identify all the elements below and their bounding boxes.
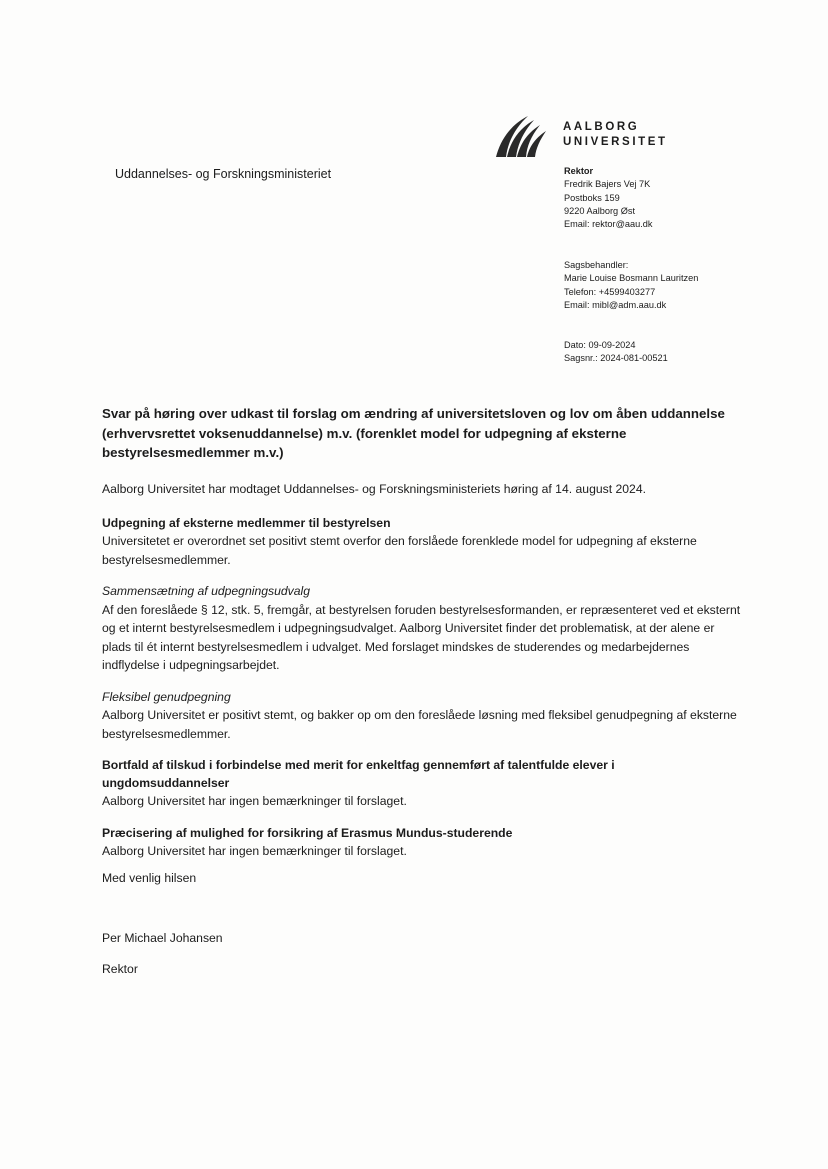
recipient: Uddannelses- og Forskningsministeriet [115, 167, 332, 181]
section-body: Aalborg Universitet er positivt stemt, og bakker op om den foreslåede løsning med fleksibel genudpegning af eksterne bestyrelsesmedlemmer. [102, 708, 737, 741]
section-bortfald [102, 757, 742, 811]
caseworker-block [564, 259, 698, 312]
signer-name: Per Michael Johansen [102, 931, 223, 945]
section-body: Aalborg Universitet har ingen bemærkninger til forslaget. [102, 794, 407, 808]
signer-title: Rektor [102, 962, 138, 976]
section-heading: Fleksibel genudpegning [102, 689, 231, 704]
aau-logo-icon [494, 115, 552, 159]
section-sammensaetning [102, 583, 742, 675]
section-body: Aalborg Universitet har ingen bemærkninger til forslaget. [102, 844, 407, 858]
section-heading: Bortfald af tilskud i forbindelse med merit for enkeltfag gennemført af talentfulde elever i ungdomsuddannelser [102, 758, 615, 790]
sender-line: Postboks 159 [564, 192, 620, 203]
date-block [564, 339, 668, 366]
section-udpegning [102, 515, 742, 570]
caseworker-name: Marie Louise Bosmann Lauritzen [564, 273, 699, 284]
logo-line-1: AALBORG [563, 121, 640, 133]
logo-line-2: UNIVERSITET [563, 136, 668, 148]
section-heading: Sammensætning af udpegningsudvalg [102, 584, 311, 598]
section-praecisering [102, 825, 742, 861]
caseworker-email: Email: mibl@adm.aau.dk [564, 299, 667, 310]
section-heading: Præcisering af mulighed for forsikring af Erasmus Mundus-studerende [102, 825, 513, 840]
section-fleksibel [102, 689, 742, 744]
sender-block [564, 165, 652, 231]
intro-paragraph: Aalborg Universitet har modtaget Uddannelses- og Forskningsministeriets høring af 14. august 2024. [102, 481, 646, 496]
section-body: Af den foreslåede § 12, stk. 5, fremgår, at bestyrelsen foruden bestyrelsesformanden, er repræsenteret ved et eksternt og et internt bestyrelsesmedlem i udpegningsudvalget. Aalborg Universitet finder det problematisk, at der alene er plads til ét internt bestyrelsesmedlem i udvalget. Med forslaget mindskes de studerendes og medarbejdernes indflydelse i udpegningsarbejdet. [102, 602, 741, 672]
closing-phrase: Med venlig hilsen [102, 871, 197, 885]
sender-title: Rektor [564, 166, 594, 176]
sender-email: Email: rektor@aau.dk [564, 219, 653, 230]
sender-line: Fredrik Bajers Vej 7K [564, 179, 651, 190]
section-heading: Udpegning af eksterne medlemmer til bestyrelsen [102, 515, 391, 530]
sender-line: 9220 Aalborg Øst [564, 205, 635, 216]
caseworker-label: Sagsbehandler: [564, 260, 629, 270]
logo-wordmark [563, 120, 668, 150]
letter-body [102, 404, 742, 875]
section-body: Universitetet er overordnet set positivt stemt overfor den forslåede forenklede model for udpegning af eksterne bestyrelsesmedlemmer. [102, 534, 697, 567]
letter-date: Dato: 09-09-2024 [564, 340, 636, 350]
case-number: Sagsnr.: 2024-081-00521 [564, 353, 668, 364]
letter-title: Svar på høring over udkast til forslag om ændring af universitetsloven og lov om åben uddannelse (erhvervsrettet voksenuddannelse) m.v. (forenklet model for udpegning af eksterne bestyrelsesmedlemmer m.v.) [102, 406, 725, 460]
caseworker-phone: Telefon: +4599403277 [564, 286, 656, 297]
